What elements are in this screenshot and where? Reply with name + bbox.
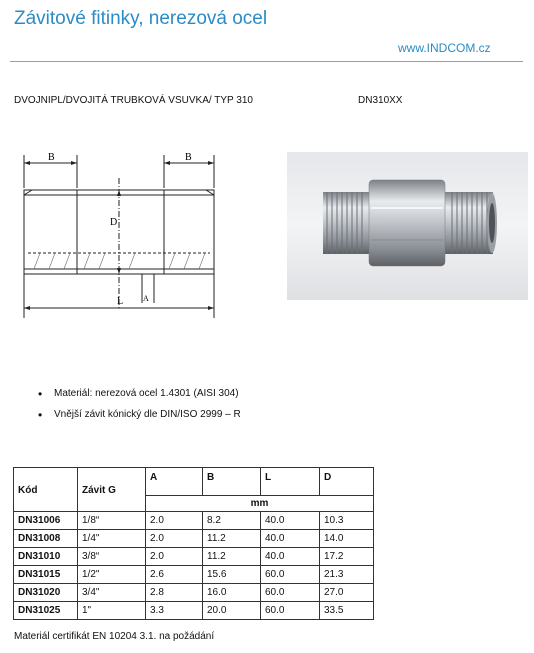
cell-d: 10.3 [320, 512, 374, 530]
cell-kod: DN31015 [14, 566, 78, 584]
feature-list [38, 387, 241, 429]
drawing-label-b-right: B [185, 152, 192, 163]
cell-zavit: 1/4" [78, 530, 146, 548]
cell-d: 27.0 [320, 584, 374, 602]
technical-drawing [14, 143, 239, 328]
cell-zavit: 3/8“ [78, 548, 146, 566]
col-header-l: L [261, 468, 320, 496]
cell-d: 14.0 [320, 530, 374, 548]
cell-a: 2.0 [146, 548, 203, 566]
cell-zavit: 1/8“ [78, 512, 146, 530]
drawing-label-a: A [143, 294, 149, 303]
cell-a: 3.3 [146, 602, 203, 620]
cell-l: 60.0 [261, 584, 320, 602]
col-header-a: A [146, 468, 203, 496]
spec-table [13, 467, 374, 620]
col-header-zavit: Závit G [78, 468, 146, 512]
cell-b: 20.0 [203, 602, 261, 620]
table-row [14, 602, 374, 620]
table-row [14, 512, 374, 530]
product-photo [287, 152, 528, 300]
cell-kod: DN31020 [14, 584, 78, 602]
cell-kod: DN31008 [14, 530, 78, 548]
cell-b: 8.2 [203, 512, 261, 530]
cell-zavit: 1/2" [78, 566, 146, 584]
cell-a: 2.0 [146, 512, 203, 530]
cell-b: 11.2 [203, 530, 261, 548]
product-name: DVOJNIPL/DVOJITÁ TRUBKOVÁ VSUVKA/ TYP 310 [14, 95, 253, 106]
table-row [14, 530, 374, 548]
cell-a: 2.8 [146, 584, 203, 602]
col-header-b: B [203, 468, 261, 496]
header-divider [10, 61, 523, 62]
cell-d: 17.2 [320, 548, 374, 566]
table-row [14, 566, 374, 584]
feature-thread: • Vnější závit kónický dle DIN/ISO 2999 – R [38, 408, 241, 429]
cell-zavit: 1" [78, 602, 146, 620]
cell-l: 60.0 [261, 602, 320, 620]
cell-l: 40.0 [261, 512, 320, 530]
cell-kod: DN31006 [14, 512, 78, 530]
cell-zavit: 3/4" [78, 584, 146, 602]
cell-l: 60.0 [261, 566, 320, 584]
drawing-label-d: D [110, 217, 118, 228]
cell-a: 2.0 [146, 530, 203, 548]
cell-b: 15.6 [203, 566, 261, 584]
drawing-label-b-left: B [48, 152, 55, 163]
cell-l: 40.0 [261, 530, 320, 548]
cell-kod: DN31025 [14, 602, 78, 620]
table-row [14, 584, 374, 602]
cell-d: 21.3 [320, 566, 374, 584]
website-link[interactable]: www.INDCOM.cz [398, 41, 491, 55]
certificate-note: Materiál certifikát EN 10204 3.1. na požádání [14, 631, 215, 642]
cell-l: 40.0 [261, 548, 320, 566]
cell-b: 16.0 [203, 584, 261, 602]
product-code: DN310XX [358, 95, 403, 106]
drawing-label-l: L [117, 296, 124, 307]
cell-b: 11.2 [203, 548, 261, 566]
col-header-kod: Kód [14, 468, 78, 512]
table-row [14, 548, 374, 566]
col-header-d: D [320, 468, 374, 496]
cell-kod: DN31010 [14, 548, 78, 566]
feature-material: • Materiál: nerezová ocel 1.4301 (AISI 304) [38, 387, 241, 408]
page-title: Závitové fitinky, nerezová ocel [14, 8, 268, 29]
cell-d: 33.5 [320, 602, 374, 620]
unit-header: mm [146, 496, 374, 512]
cell-a: 2.6 [146, 566, 203, 584]
